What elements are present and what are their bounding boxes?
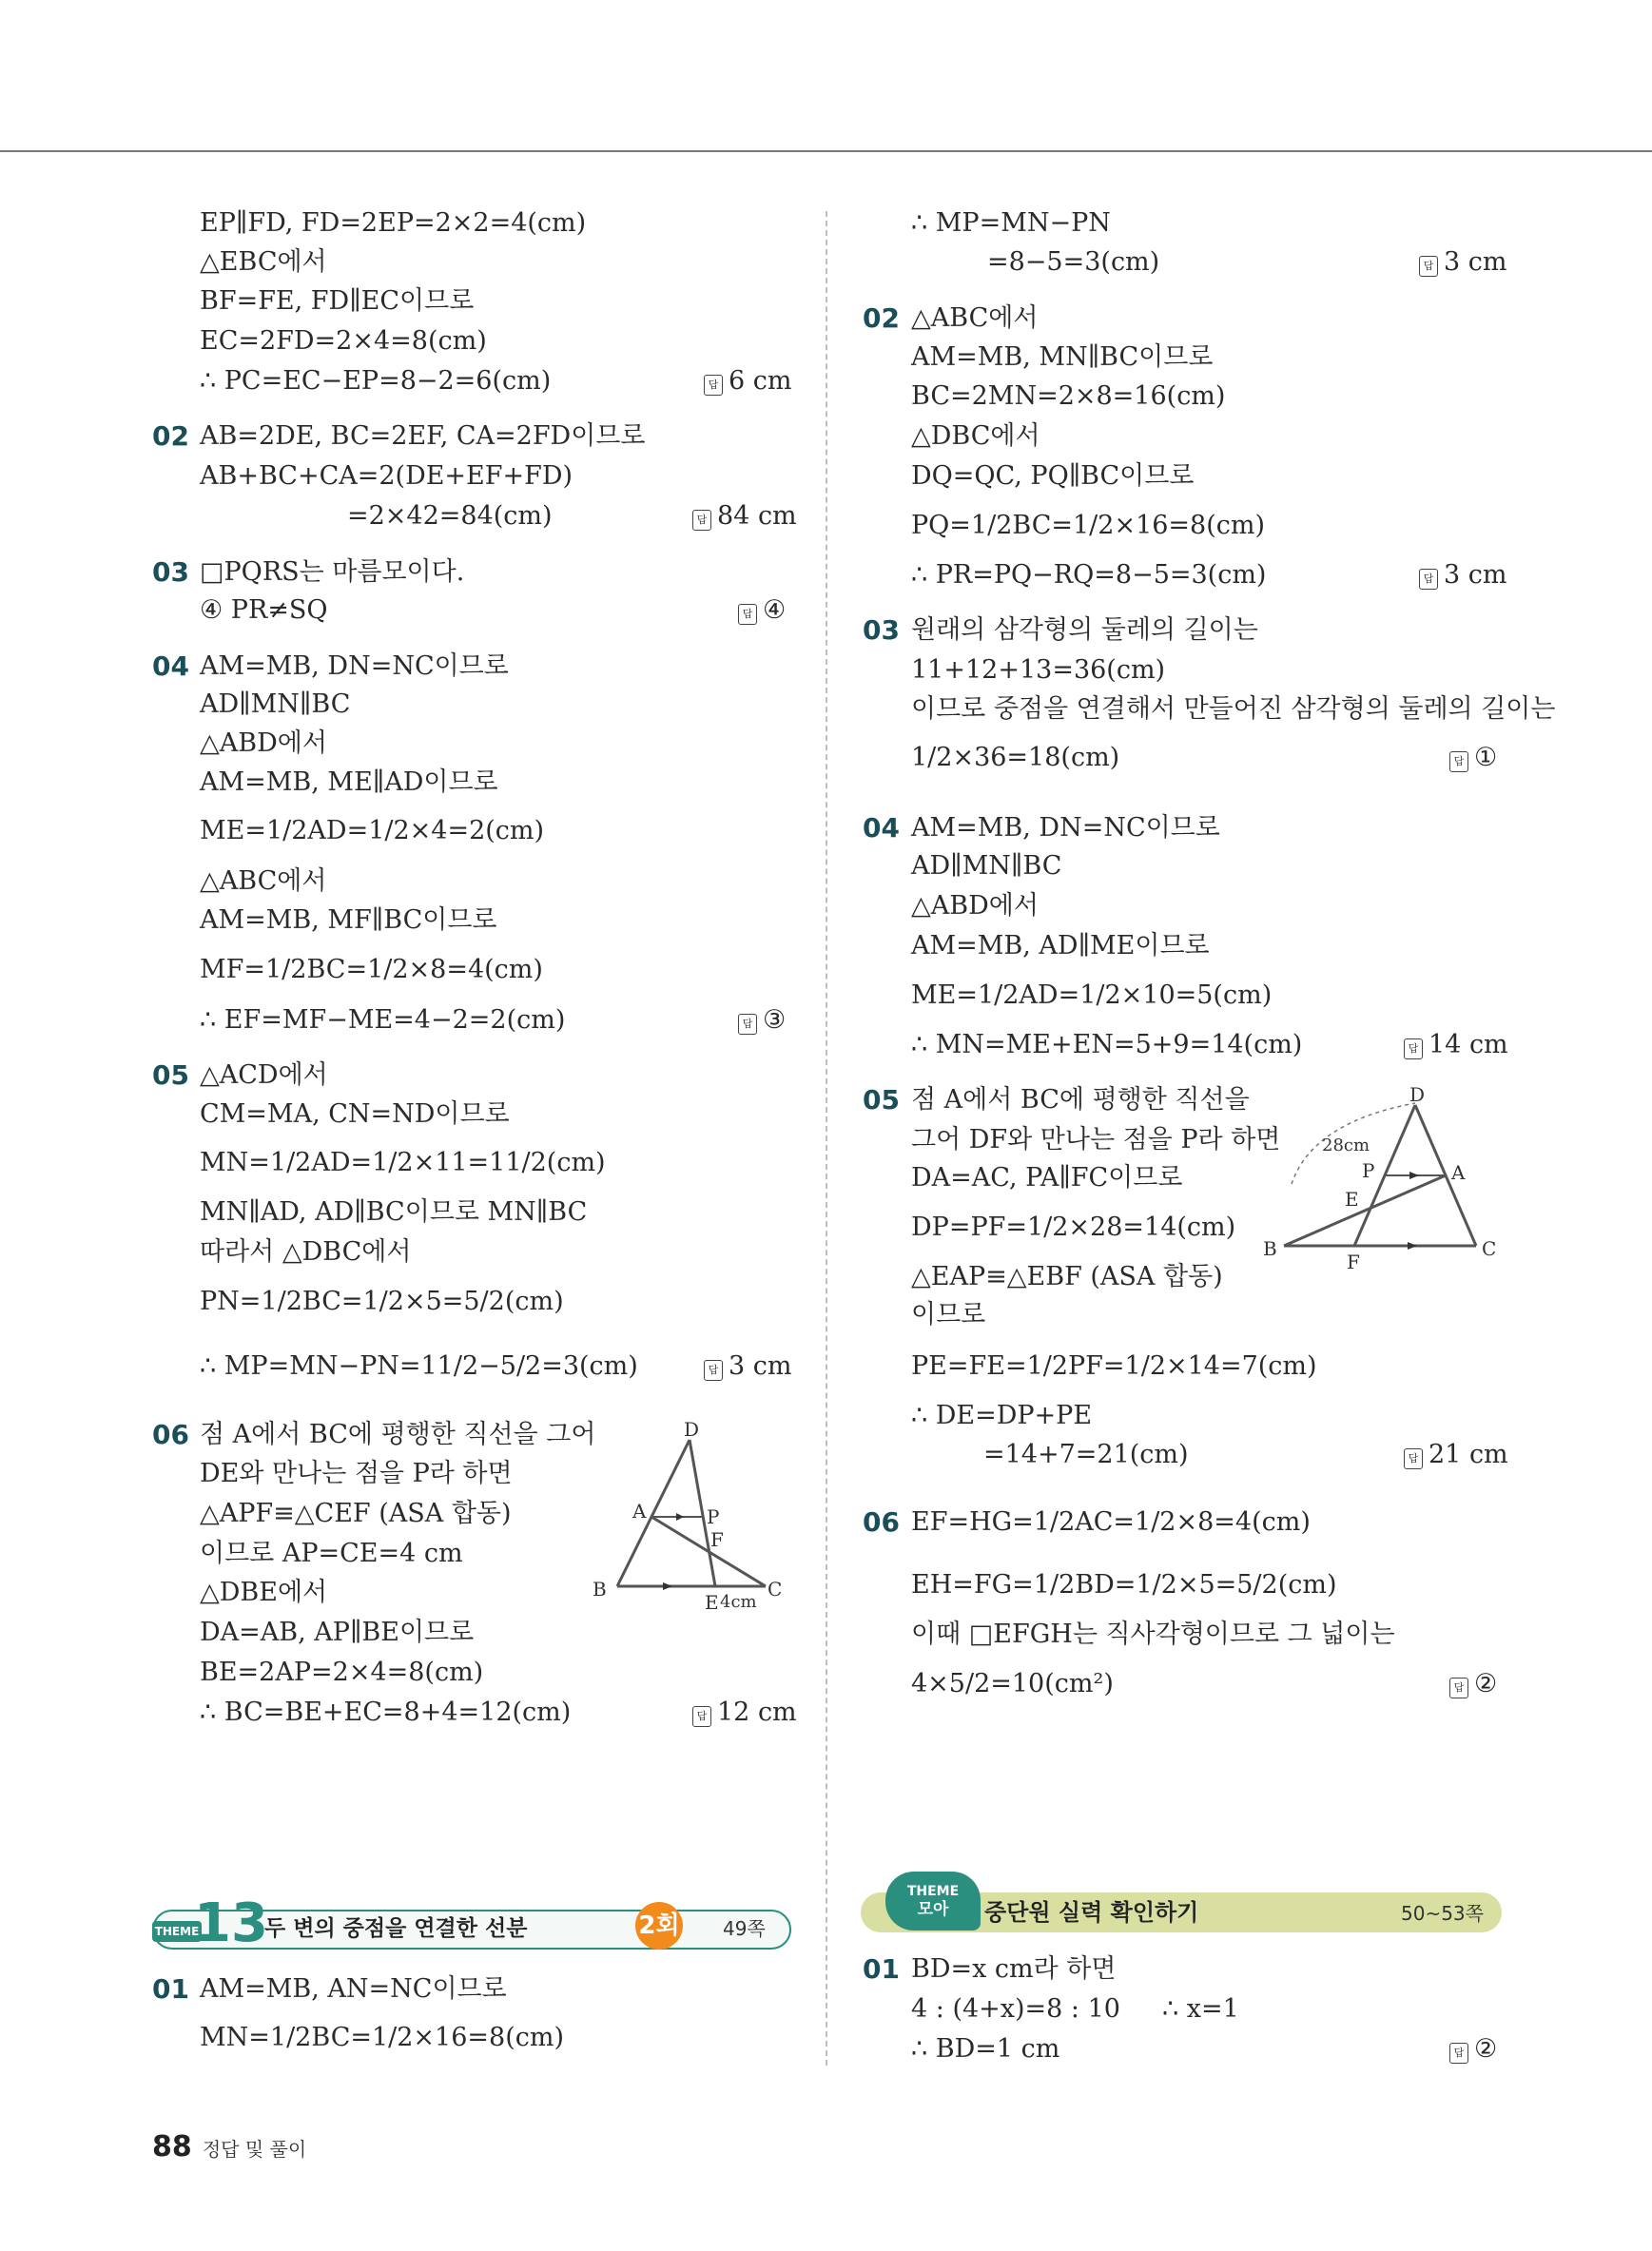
problem-number: 04 xyxy=(863,812,900,844)
section-header-review xyxy=(861,1872,1504,1948)
solution-line: 점 A에서 BC에 평행한 직선을 xyxy=(911,1085,1250,1115)
answer-box-icon: 답 xyxy=(692,1706,711,1727)
solution-line: ∴ BD=1 cm xyxy=(911,2034,1060,2064)
solution-line: AM=MB, MF∥BC이므로 xyxy=(200,905,497,935)
solution-line: △EBC에서 xyxy=(200,247,327,277)
solution-line: ∴ MP=MN−PN=11/2−5/2=3(cm) xyxy=(200,1351,638,1381)
problem-number: 02 xyxy=(152,420,189,452)
solution-line: □PQRS는 마름모이다. xyxy=(200,557,465,587)
answer: 답 ③ xyxy=(738,1004,786,1037)
solution-line: 따라서 △DBC에서 xyxy=(200,1237,412,1267)
solution-line: AD∥MN∥BC xyxy=(911,851,1062,881)
answer-box-icon: 답 xyxy=(1404,1038,1423,1059)
problem-number: 01 xyxy=(863,1953,900,1985)
figure-label: E xyxy=(1345,1188,1359,1211)
solution-line: ∴ MP=MN−PN xyxy=(911,208,1111,238)
answer-box-icon: 답 xyxy=(1419,569,1438,590)
answer: 답 6 cm xyxy=(704,365,792,398)
solution-line: △EAP≡△EBF (ASA 합동) xyxy=(911,1262,1223,1291)
solution-line: MN=1/2BC=1/2×16=8(cm) xyxy=(200,2023,564,2052)
solution-line: ∴ EF=MF−ME=4−2=2(cm) xyxy=(200,1005,566,1035)
solution-line: =14+7=21(cm) xyxy=(983,1440,1189,1469)
figure-label: A xyxy=(1451,1161,1466,1184)
solution-line: DQ=QC, PQ∥BC이므로 xyxy=(911,461,1195,491)
answer: 답 ① xyxy=(1449,742,1497,774)
solution-line: 원래의 삼각형의 둘레의 길이는 xyxy=(911,615,1258,645)
problem-number: 01 xyxy=(152,1973,189,2005)
solution-line: EH=FG=1/2BD=1/2×5=5/2(cm) xyxy=(911,1570,1337,1600)
solution-line: MN=1/2AD=1/2×11=11/2(cm) xyxy=(200,1148,606,1177)
problem-number: 03 xyxy=(152,556,189,588)
figure-label: B xyxy=(593,1578,607,1601)
solution-line: 점 A에서 BC에 평행한 직선을 그어 xyxy=(200,1420,596,1449)
answer-box-icon: 답 xyxy=(1449,2043,1468,2064)
solution-line: BF=FE, FD∥EC이므로 xyxy=(200,286,475,316)
solution-line: ∴ MN=ME+EN=5+9=14(cm) xyxy=(911,1030,1303,1059)
solution-line: △ACD에서 xyxy=(200,1060,328,1090)
page-number: 88 xyxy=(152,2130,192,2164)
solution-line: △ABD에서 xyxy=(911,891,1039,921)
solution-line: PE=FE=1/2PF=1/2×14=7(cm) xyxy=(911,1351,1317,1381)
answer: 답 3 cm xyxy=(1419,559,1507,592)
solution-line: △ABC에서 xyxy=(200,866,327,896)
theme-badge xyxy=(885,1872,981,1931)
theme-tag: THEME xyxy=(152,1921,202,1942)
page-ref: 49쪽 xyxy=(723,1917,766,1940)
section-header-theme13 xyxy=(152,1892,789,1954)
section-title: 두 변의 중점을 연결한 선분 xyxy=(264,1916,528,1941)
solution-line: PQ=1/2BC=1/2×16=8(cm) xyxy=(911,511,1266,540)
solution-line: AM=MB, AD∥ME이므로 xyxy=(911,931,1210,961)
solution-line: DA=AB, AP∥BE이므로 xyxy=(200,1618,475,1647)
answer-box-icon: 답 xyxy=(1449,1678,1468,1698)
footer-label: 정답 및 풀이 xyxy=(202,2138,307,2161)
solution-line: MF=1/2BC=1/2×8=4(cm) xyxy=(200,955,543,984)
problem-number: 06 xyxy=(863,1506,900,1538)
solution-line: BC=2MN=2×8=16(cm) xyxy=(911,381,1226,411)
problem-number: 06 xyxy=(152,1419,189,1450)
figure-label: C xyxy=(1482,1237,1497,1260)
header-rule xyxy=(0,150,1652,152)
solution-line: DP=PF=1/2×28=14(cm) xyxy=(911,1213,1236,1242)
solution-line: MN∥AD, AD∥BC이므로 MN∥BC xyxy=(200,1197,588,1227)
solution-line: =2×42=84(cm) xyxy=(347,501,553,531)
answer-box-icon: 답 xyxy=(738,604,757,625)
solution-line: △DBC에서 xyxy=(911,421,1040,451)
solution-line: 11+12+13=36(cm) xyxy=(911,655,1166,685)
solution-line: PN=1/2BC=1/2×5=5/2(cm) xyxy=(200,1287,564,1316)
figure-label: E xyxy=(705,1591,719,1614)
answer: 답 ② xyxy=(1449,1668,1497,1700)
answer-box-icon: 답 xyxy=(704,375,723,396)
problem-number: 05 xyxy=(863,1084,900,1116)
column-divider xyxy=(826,211,827,2066)
answer: 답 21 cm xyxy=(1404,1439,1508,1471)
solution-line: AB=2DE, BC=2EF, CA=2FD이므로 xyxy=(200,421,646,451)
solution-line: 이때 □EFGH는 직사각형이므로 그 넓이는 xyxy=(911,1620,1395,1649)
solution-line: =8−5=3(cm) xyxy=(987,247,1160,277)
figure-label: D xyxy=(1409,1084,1426,1106)
solution-line: AM=MB, ME∥AD이므로 xyxy=(200,767,498,797)
answer-box-icon: 답 xyxy=(1449,751,1468,772)
solution-line: ME=1/2AD=1/2×10=5(cm) xyxy=(911,980,1273,1010)
section-title: 중단원 실력 확인하기 xyxy=(984,1899,1199,1926)
figure-label: D xyxy=(684,1418,700,1441)
solution-line: 1/2×36=18(cm) xyxy=(911,743,1120,772)
solution-line: ∴ PR=PQ−RQ=8−5=3(cm) xyxy=(911,560,1267,590)
solution-line: ∴ BC=BE+EC=8+4=12(cm) xyxy=(200,1698,572,1727)
figure-label: P xyxy=(1362,1159,1375,1182)
figure-label: P xyxy=(707,1505,720,1528)
problem-number: 02 xyxy=(863,302,900,334)
solution-line: ∴ PC=EC−EP=8−2=6(cm) xyxy=(200,366,552,396)
answer-box-icon: 답 xyxy=(704,1360,723,1381)
solution-line: DE와 만나는 점을 P라 하면 xyxy=(200,1459,513,1488)
problem-number: 05 xyxy=(152,1059,189,1091)
solution-line: EC=2FD=2×4=8(cm) xyxy=(200,326,487,356)
answer: 답 3 cm xyxy=(1419,246,1507,279)
solution-line: ME=1/2AD=1/2×4=2(cm) xyxy=(200,816,545,845)
answer: 답 12 cm xyxy=(692,1697,797,1729)
solution-line: ∴ x=1 xyxy=(1162,1994,1239,2024)
figure-label: F xyxy=(1347,1251,1360,1273)
figure-label: F xyxy=(710,1528,724,1551)
figure-length: 28cm xyxy=(1322,1135,1370,1155)
answer: 답 84 cm xyxy=(692,500,797,533)
solution-line: AM=MB, DN=NC이므로 xyxy=(911,813,1220,843)
triangle-figure xyxy=(585,1417,794,1617)
solution-line: AD∥MN∥BC xyxy=(200,689,351,719)
solution-line: AM=MB, AN=NC이므로 xyxy=(200,1974,507,2004)
solution-line: BE=2AP=2×4=8(cm) xyxy=(200,1658,484,1687)
theme-tag: THEME xyxy=(906,1884,960,1899)
solution-line: △DBE에서 xyxy=(200,1578,328,1607)
solution-line: CM=MA, CN=ND이므로 xyxy=(200,1099,510,1129)
triangle-figure xyxy=(1255,1084,1507,1274)
answer-box-icon: 답 xyxy=(1404,1448,1423,1469)
answer-box-icon: 답 xyxy=(1419,256,1438,277)
problem-number: 03 xyxy=(863,614,900,646)
figure-label: C xyxy=(768,1578,783,1601)
figure-label: B xyxy=(1263,1237,1277,1260)
answer: 답 ④ xyxy=(738,594,786,627)
answer: 답 3 cm xyxy=(704,1350,792,1383)
solution-line: 그어 DF와 만나는 점을 P라 하면 xyxy=(911,1125,1281,1155)
answer-box-icon: 답 xyxy=(738,1014,757,1035)
theme-tag-sub: 모아 xyxy=(917,1900,949,1919)
solution-line: 이므로 AP=CE=4 cm xyxy=(200,1539,463,1568)
problem-number: 04 xyxy=(152,650,189,682)
solution-line: AM=MB, DN=NC이므로 xyxy=(200,651,509,681)
theme-number: 13 xyxy=(194,1892,268,1954)
solution-line: 이므로 xyxy=(911,1300,986,1329)
answer-box-icon: 답 xyxy=(692,510,711,531)
page-ref: 50~53쪽 xyxy=(1401,1902,1484,1925)
solution-line: △ABD에서 xyxy=(200,728,327,758)
figure-label: A xyxy=(632,1500,647,1523)
solution-line: △ABC에서 xyxy=(911,303,1039,333)
figure-length: 4cm xyxy=(720,1592,757,1612)
answer: 답 14 cm xyxy=(1404,1029,1508,1061)
solution-line: EF=HG=1/2AC=1/2×8=4(cm) xyxy=(911,1507,1311,1537)
solution-line: △APF≡△CEF (ASA 합동) xyxy=(200,1499,512,1528)
solution-line: AM=MB, MN∥BC이므로 xyxy=(911,342,1214,372)
round-badge: 2회 xyxy=(635,1902,683,1950)
solution-line: DA=AC, PA∥FC이므로 xyxy=(911,1163,1183,1193)
solution-line: ∴ DE=DP+PE xyxy=(911,1401,1093,1430)
solution-line: AB+BC+CA=2(DE+EF+FD) xyxy=(200,461,573,491)
solution-line: 이므로 중점을 연결해서 만들어진 삼각형의 둘레의 길이는 xyxy=(911,694,1556,724)
answer: 답 ② xyxy=(1449,2033,1497,2066)
solution-line: 4×5/2=10(cm²) xyxy=(911,1669,1114,1698)
solution-line: ④ PR≠SQ xyxy=(200,595,328,625)
page-footer xyxy=(152,2130,306,2164)
solution-line: EP∥FD, FD=2EP=2×2=4(cm) xyxy=(200,208,587,238)
solution-line: 4 : (4+x)=8 : 10 xyxy=(911,1994,1120,2024)
solution-line: BD=x cm라 하면 xyxy=(911,1954,1117,1984)
